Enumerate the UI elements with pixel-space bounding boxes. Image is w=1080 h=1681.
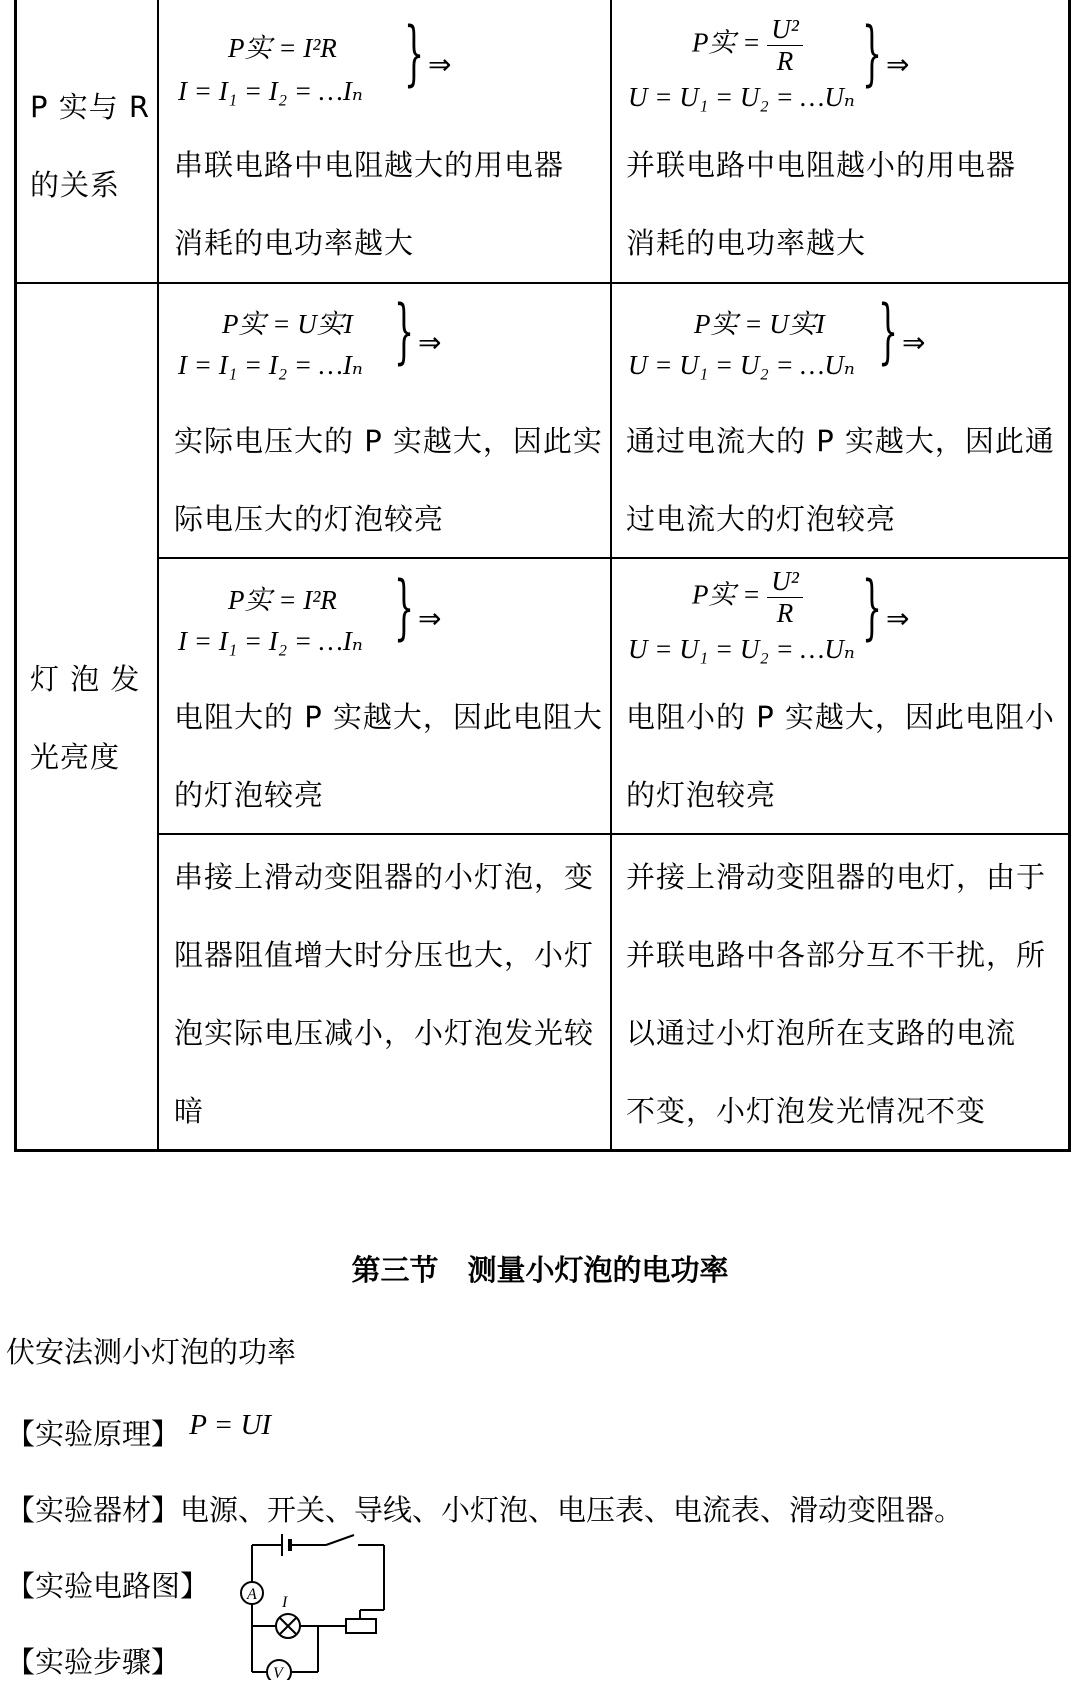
a-parallel-formula-1: P实 = U实I: [694, 309, 825, 339]
row1-series-formula-1: P实 = I²R: [228, 33, 337, 63]
row1-parallel-brace: }: [862, 12, 883, 94]
b-parallel-brace: }: [862, 566, 883, 648]
row1-series-text-2: 消耗的电功率越大: [174, 226, 415, 260]
row1-label-line2: 的关系: [30, 168, 121, 202]
a-parallel-formula-2: U = U₁ = U₂ = …Uₙ: [628, 350, 855, 380]
b-series-formula-2: I = I₁ = I₂ = …Iₙ: [178, 626, 363, 656]
b-series-implies-icon: ⇒: [418, 602, 442, 635]
c-parallel-line-3: 以通过小灯泡所在支路的电流: [626, 1016, 1017, 1050]
steps-label: 【实验步骤】: [6, 1645, 181, 1679]
a-parallel-text-2: 过电流大的灯泡较亮: [626, 502, 897, 536]
a-series-formula-1: P实 = U实I: [222, 309, 353, 339]
row2-label-line2: 光亮度: [30, 740, 121, 774]
row2-label-line1: 灯 泡 发: [30, 662, 141, 696]
equipment-row: [6, 1488, 963, 1529]
a-parallel-brace: }: [878, 290, 899, 372]
principle-label: 【实验原理】: [6, 1417, 181, 1451]
c-series-line-3: 泡实际电压减小，小灯泡发光较: [174, 1016, 595, 1050]
b-parallel-formula-2: U = U₁ = U₂ = …Uₙ: [628, 634, 855, 664]
current-label: I: [282, 1594, 288, 1611]
circuit-label: 【实验电路图】: [6, 1569, 210, 1603]
row1-series-implies-icon: ⇒: [428, 48, 452, 81]
voltmeter-label: V: [273, 1665, 283, 1680]
c-parallel-line-4: 不变，小灯泡发光情况不变: [626, 1094, 987, 1128]
table-col-divider-2: [610, 0, 612, 1152]
row1-series-formula-2: I = I₁ = I₂ = …Iₙ: [178, 76, 363, 106]
table-border-right: [1068, 0, 1071, 1152]
circuit-diagram: [234, 1530, 394, 1680]
intro-text: 伏安法测小灯泡的功率: [6, 1335, 297, 1369]
row1-parallel-formula-1: P实 = $\frac{\text{U²}}{R}$: [692, 14, 803, 77]
rheostat: [346, 1619, 376, 1633]
row1-parallel-formula-2: U = U₁ = U₂ = …Uₙ: [628, 82, 855, 112]
table-row-divider-1: [14, 282, 1071, 284]
c-parallel-line-2: 并联电路中各部分互不干扰，所: [626, 938, 1047, 972]
a-series-text-2: 际电压大的灯泡较亮: [174, 502, 445, 536]
b-series-formula-1: P实 = I²R: [228, 585, 337, 615]
c-series-line-4: 暗: [174, 1094, 205, 1128]
section-title: 第三节 测量小灯泡的电功率: [351, 1253, 729, 1287]
row1-series-brace: }: [404, 12, 425, 94]
row1-series-text-1: 串联电路中电阻越大的用电器: [174, 148, 565, 182]
principle-row: [6, 1409, 272, 1453]
b-series-brace: }: [394, 566, 415, 648]
row1-parallel-implies-icon: ⇒: [886, 48, 910, 81]
b-parallel-implies-icon: ⇒: [886, 602, 910, 635]
ammeter-label: A: [247, 1586, 257, 1603]
a-parallel-text-1: 通过电流大的 P 实越大，因此通: [626, 424, 1055, 458]
b-series-text-1: 电阻大的 P 实越大，因此电阻大: [174, 700, 603, 734]
switch-lever: [326, 1535, 354, 1545]
b-series-text-2: 的灯泡较亮: [174, 778, 325, 812]
a-series-implies-icon: ⇒: [418, 326, 442, 359]
equipment-text: 电源、开关、导线、小灯泡、电压表、电流表、滑动变阻器。: [180, 1493, 964, 1527]
row1-label-line1: P 实与 R: [30, 90, 151, 124]
equipment-label: 【实验器材】: [6, 1493, 181, 1527]
row1-parallel-text-1: 并联电路中电阻越小的用电器: [626, 148, 1017, 182]
a-series-brace: }: [394, 290, 415, 372]
row1-parallel-text-2: 消耗的电功率越大: [626, 226, 867, 260]
c-parallel-line-1: 并接上滑动变阻器的电灯，由于: [626, 860, 1047, 894]
principle-formula: P = UI: [189, 1409, 272, 1441]
b-parallel-text-1: 电阻小的 P 实越大，因此电阻小: [626, 700, 1055, 734]
table-col-divider-1: [157, 0, 159, 1152]
a-series-text-1: 实际电压大的 P 实越大，因此实: [174, 424, 603, 458]
c-series-line-2: 阻器阻值增大时分压也大，小灯: [174, 938, 595, 972]
a-series-formula-2: I = I₁ = I₂ = …Iₙ: [178, 350, 363, 380]
b-parallel-text-2: 的灯泡较亮: [626, 778, 777, 812]
a-parallel-implies-icon: ⇒: [902, 326, 926, 359]
table-border-left: [14, 0, 17, 1152]
c-series-line-1: 串接上滑动变阻器的小灯泡，变: [174, 860, 595, 894]
b-parallel-formula-1: P实 = $\frac{\text{U²}}{R}$: [692, 566, 803, 629]
